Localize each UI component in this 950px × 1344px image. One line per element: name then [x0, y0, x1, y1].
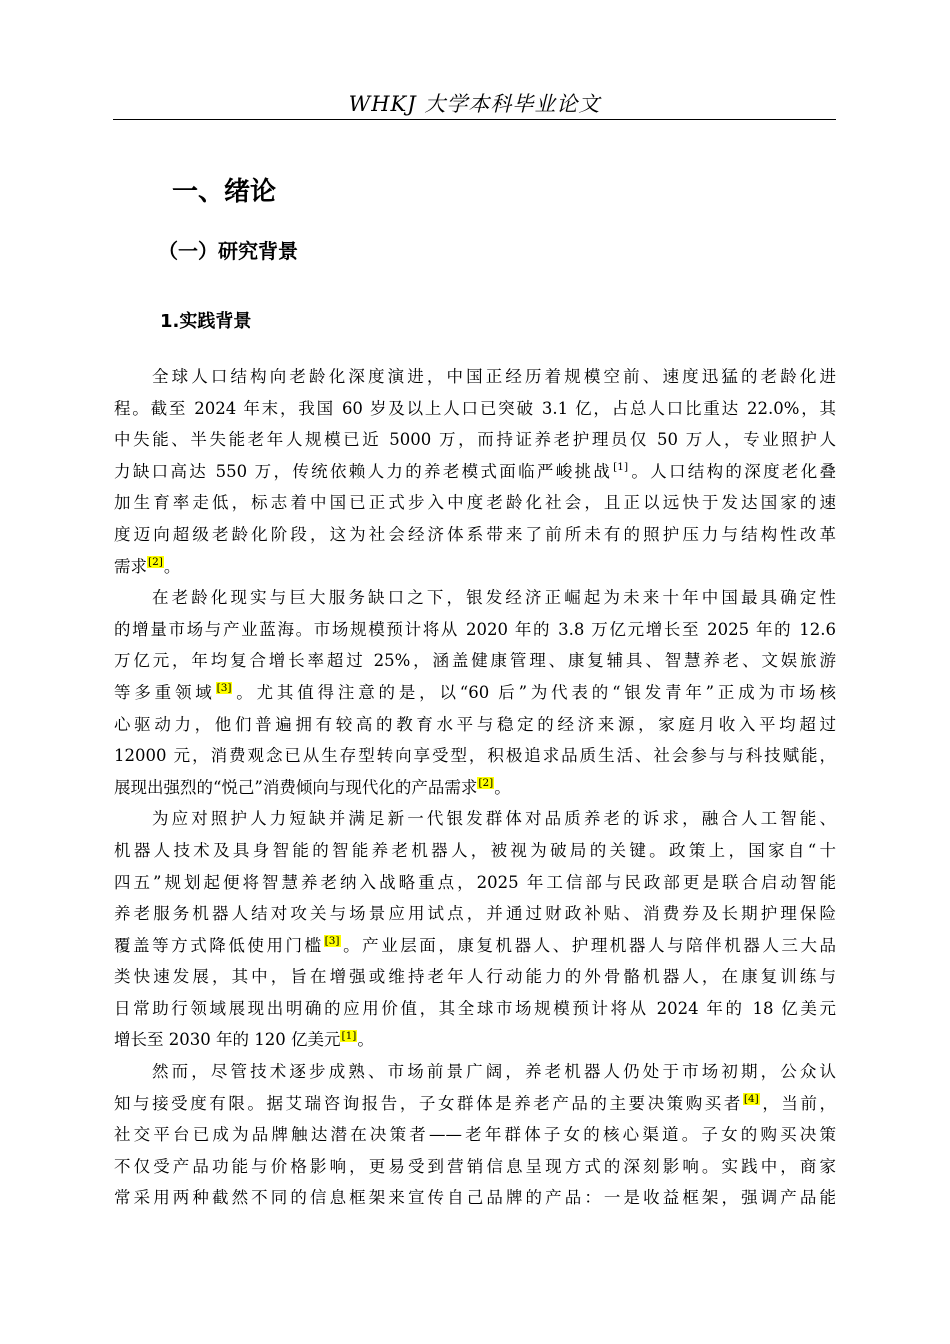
- line-text: 程。截至 2024 年末，我国 60 岁及以上人口已突破 3.1 亿，占总人口比重达 22.0%，其: [114, 398, 836, 418]
- line-text: 万亿元，年均复合增长率超过 25%，涵盖健康管理、康复辅具、智慧养老、文娱旅游: [114, 651, 836, 671]
- line-text: 度迈向超级老龄化阶段，这为社会经济体系带来了前所未有的照护压力与结构性改革: [114, 524, 836, 544]
- line-text-after-citation: ，当前，: [759, 1093, 837, 1113]
- text-line: [114, 930, 836, 962]
- line-text: 增长至 2030 年的 120 亿美元: [114, 1030, 341, 1050]
- citation-marker: [2]: [478, 777, 494, 790]
- line-text-after-citation: 。: [494, 777, 511, 797]
- text-line: [114, 487, 836, 519]
- text-line: [114, 645, 836, 677]
- chapter-heading: 一、绪论: [172, 177, 277, 207]
- text-line: [114, 519, 836, 551]
- text-line: [114, 709, 836, 741]
- text-line: [114, 424, 836, 456]
- text-line: [114, 677, 836, 709]
- text-line: [114, 1024, 836, 1056]
- citation-marker: [1]: [341, 1029, 357, 1042]
- text-line: [114, 867, 836, 899]
- text-line: [114, 1056, 836, 1088]
- line-text-after-citation: 。产业层面，康复机器人、护理机器人与陪伴机器人三大品: [340, 935, 837, 955]
- line-text-after-citation: 。: [357, 1030, 374, 1050]
- text-line: [114, 456, 836, 488]
- text-line: [114, 582, 836, 614]
- line-text: 力缺口高达 550 万，传统依赖人力的养老模式面临严峻挑战: [114, 461, 613, 481]
- text-line: [114, 1088, 836, 1120]
- header-divider: [113, 119, 836, 120]
- text-line: [114, 551, 836, 583]
- text-line: [114, 393, 836, 425]
- line-text: 然而，尽管技术逐步成熟、市场前景广阔，养老机器人仍处于市场初期，公众认: [152, 1062, 836, 1082]
- line-text: 等多重领域: [114, 682, 216, 702]
- page-header: WHKJ 大学本科毕业论文: [348, 92, 601, 116]
- section-heading: （一）研究背景: [158, 239, 298, 263]
- line-text-after-citation: 。人口结构的深度老化叠: [629, 461, 837, 481]
- line-text: 心驱动力，他们普遍拥有较高的教育水平与稳定的经济来源，家庭月收入平均超过: [114, 714, 836, 734]
- body-text: [114, 361, 836, 1214]
- line-text: 类快速发展，其中，旨在增强或维持老年人行动能力的外骨骼机器人，在康复训练与: [114, 967, 836, 987]
- line-text-after-citation: 。: [163, 556, 181, 576]
- text-line: [114, 361, 836, 393]
- citation-marker: [1]: [613, 461, 629, 474]
- text-line: [114, 772, 836, 804]
- line-text: 社交平台已成为品牌触达潜在决策者——老年群体子女的核心渠道。子女的购买决策: [114, 1125, 836, 1145]
- text-line: [114, 898, 836, 930]
- line-text: 不仅受产品功能与价格影响，更易受到营销信息呈现方式的深刻影响。实践中，商家: [114, 1156, 836, 1176]
- line-text-after-citation: 。尤其值得注意的是，以“60 后”为代表的“银发青年”正成为市场核: [232, 682, 836, 702]
- line-text: 知与接受度有限。据艾瑞咨询报告，子女群体是养老产品的主要决策购买者: [114, 1093, 743, 1113]
- line-text: 全球人口结构向老龄化深度演进，中国正经历着规模空前、速度迅猛的老龄化进: [152, 367, 836, 386]
- line-text: 的增量市场与产业蓝海。市场规模预计将从 2020 年的 3.8 万亿元增长至 2025 年的 12.6: [114, 619, 836, 639]
- text-line: [114, 740, 836, 772]
- line-text: 12000 元，消费观念已从生存型转向享受型，积极追求品质生活、社会参与与科技赋能，: [114, 746, 836, 766]
- line-text: 加生育率走低，标志着中国已正式步入中度老龄化社会，且正以远快于发达国家的速: [114, 493, 836, 513]
- line-text: 中失能、半失能老年人规模已近 5000 万，而持证养老护理员仅 50 万人，专业照护人: [114, 430, 836, 450]
- citation-marker: [2]: [148, 556, 163, 569]
- text-line: [114, 803, 836, 835]
- text-line: [114, 1151, 836, 1183]
- text-line: [114, 1182, 836, 1214]
- line-text: 需求: [114, 556, 147, 576]
- line-text: 展现出强烈的“悦己”消费倾向与现代化的产品需求: [114, 777, 478, 797]
- line-text: 四五”规划起便将智慧养老纳入战略重点，2025 年工信部与民政部更是联合启动智能: [114, 872, 836, 892]
- line-text: 在老龄化现实与巨大服务缺口之下，银发经济正崛起为未来十年中国最具确定性: [152, 588, 836, 608]
- line-text: 养老服务机器人结对攻关与场景应用试点，并通过财政补贴、消费券及长期护理保险: [114, 904, 836, 924]
- text-line: [114, 961, 836, 993]
- line-text: 机器人技术及具身智能的智能养老机器人，被视为破局的关键。政策上，国家自“十: [114, 840, 836, 860]
- line-text: 常采用两种截然不同的信息框架来宣传自己品牌的产品：一是收益框架，强调产品能: [114, 1188, 836, 1208]
- citation-marker: [4]: [743, 1093, 759, 1106]
- citation-marker: [3]: [324, 935, 340, 948]
- subsection-heading: 1.实践背景: [160, 311, 252, 332]
- line-text: 覆盖等方式降低使用门槛: [114, 935, 324, 955]
- line-text: 为应对照护人力短缺并满足新一代银发群体对品质养老的诉求，融合人工智能、: [152, 809, 836, 829]
- line-text: 日常助行领域展现出明确的应用价值，其全球市场规模预计将从 2024 年的 18 亿美元: [114, 998, 836, 1018]
- citation-marker: [3]: [216, 682, 232, 695]
- text-line: [114, 835, 836, 867]
- text-line: [114, 1119, 836, 1151]
- text-line: [114, 993, 836, 1025]
- text-line: [114, 614, 836, 646]
